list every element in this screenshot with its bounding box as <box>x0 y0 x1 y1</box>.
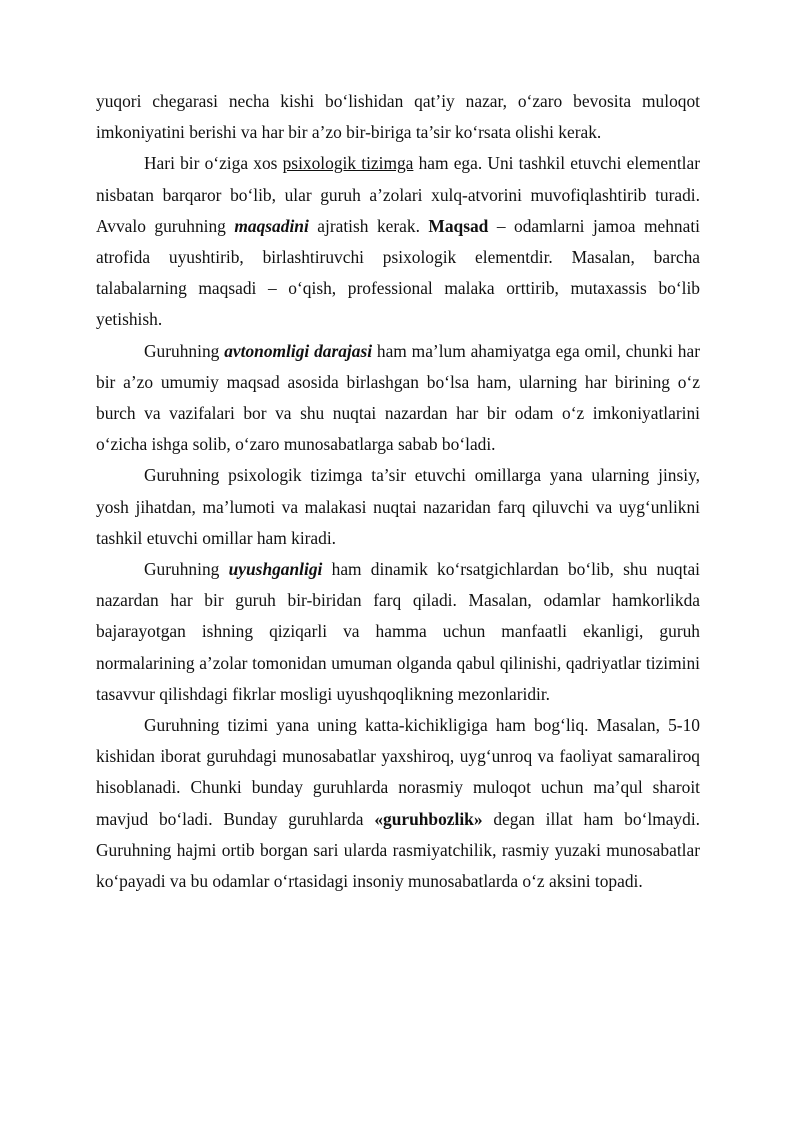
text-run: Guruhning <box>144 340 225 361</box>
text-run: degan illat ham bo‘lmaydi. Guruhning hajmi ortib borgan sari ularda rasmiyatchilik, rasmiy yuzaki munosabatlar ko‘payadi va bu odamlar o‘rtasidagi insoniy munosabatlarda o‘z aksini topadi. <box>96 808 701 892</box>
text-run: ajratish kerak. <box>308 215 429 236</box>
text-run: Hari bir o‘ziga xos <box>144 153 283 174</box>
paragraph-1: yuqori chegarasi necha kishi bo‘lishidan qat’iy nazar, o‘zaro bevosita muloqot imkoniyatini berishi va har bir a’zo bir-biriga ta’sir ko‘rsata olishi kerak. <box>96 91 700 143</box>
document-page <box>96 86 700 897</box>
paragraph-6 <box>96 710 700 897</box>
bold-term: «guruhbozlik» <box>374 808 483 829</box>
text-run: – odamlarni jamoa mehnati atrofida uyushtirib, birlashtiruvchi psixologik elementdir. Masalan, barcha talabalarning maqsadi – o‘qish, professional malaka orttirib, mutaxassis bo‘lib yetishish. <box>96 215 701 330</box>
text-run: Guruhning tizimi yana uning katta-kichikligiga ham bog‘liq. Masalan, 5-10 kishidan iborat guruhdagi munosabatlar yaxshiroq, uyg‘unroq va faoliyat samaraliroq hisoblanadi. Chunki bunday guruhlarda norasmiy muloqot uchun ma’qul sharoit mavjud bo‘ladi. Bunday guruhlarda <box>96 715 700 829</box>
emphasis-term: maqsadini <box>234 215 309 236</box>
text-run: ham ma’lum ahamiyatga ega omil, chunki har bir a’zo umumiy maqsad asosida birlashgan bo‘lsa ham, ularning har birining o‘z burch va vazifalari bor va shu nuqtai nazardan har bir odam o‘z imkoniyatlarini o‘zicha ishga solib, o‘zaro munosabatlarga sabab bo‘ladi. <box>96 340 700 455</box>
paragraph-5 <box>96 554 700 710</box>
bold-term: Maqsad <box>428 215 489 236</box>
text-run: Guruhning <box>144 559 229 580</box>
text-run: ham ega. Uni tashkil etuvchi elementlar nisbatan barqaror bo‘lib, ular guruh a’zolari xulq-atvorini muvofiqlashtirib turadi. Avvalo guruhning <box>96 153 700 236</box>
paragraph-3 <box>96 336 700 461</box>
paragraph-4: Guruhning psixologik tizimga ta’sir etuvchi omillarga yana ularning jinsiy, yosh jihatdan, ma’lumoti va malakasi nuqtai nazaridan farq qiluvchi va uyg‘unlikni tashkil etuvchi omillar ham kiradi. <box>96 465 700 548</box>
underlined-term-link[interactable]: psixologik tizimga <box>282 153 414 174</box>
emphasis-term: avtonomligi darajasi <box>224 340 373 361</box>
paragraph-2 <box>96 148 700 335</box>
text-run: ham dinamik ko‘rsatgichlardan bo‘lib, shu nuqtai nazardan har bir guruh bir-biridan farq qiladi. Masalan, odamlar hamkorlikda bajarayotgan ishning qiziqarli va hamma uchun manfaatli ekanligi, guruh normalarining a’zolar tomonidan umuman olganda qabul qilinishi, qadriyatlar tizimini tasavvur qilishdagi fikrlar mosligi uyushqoqlikning mezonlaridir. <box>96 559 700 704</box>
emphasis-term: uyushganligi <box>228 559 323 580</box>
